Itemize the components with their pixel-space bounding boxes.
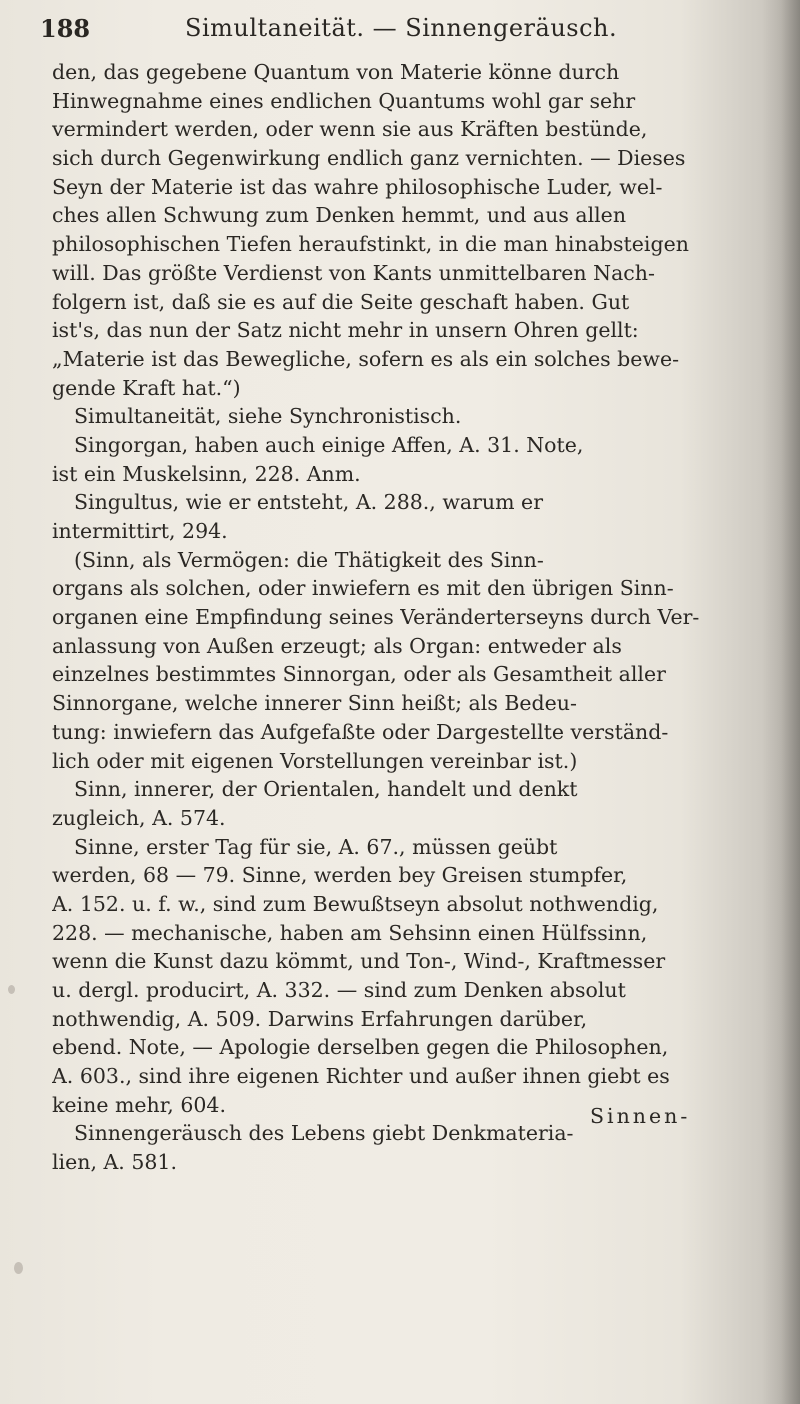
- text-line: anlassung von Außen erzeugt; als Organ: entweder als: [52, 633, 622, 658]
- text-line: nothwendig, A. 509. Darwins Erfahrungen darüber,: [52, 1006, 588, 1031]
- text-line: u. dergl. producirt, A. 332. — sind zum Denken absolut: [52, 978, 626, 1002]
- index-entry-singorgan: Singorgan, haben auch einige Affen, A. 31. Note,: [74, 432, 584, 457]
- text-line: ebend. Note, — Apologie derselben gegen die Philosophen,: [52, 1035, 669, 1060]
- text-line: philosophischen Tiefen heraufstinkt, in die man hinabsteigen: [52, 232, 689, 257]
- text-line: organen eine Empfindung seines Veränderterseyns durch Ver-: [52, 605, 700, 630]
- text-line: tung: inwiefern das Aufgefaßte oder Dargestellte verständ-: [52, 719, 669, 744]
- catchword: Sinnen-: [590, 1104, 691, 1128]
- index-entry-singultus: Singultus, wie er entsteht, A. 288., warum er: [74, 490, 543, 515]
- text-line: vermindert werden, oder wenn sie aus Kräften bestünde,: [52, 117, 648, 142]
- text-line: sich durch Gegenwirkung endlich ganz vernichten. — Dieses: [52, 146, 686, 171]
- page-number: 188: [40, 14, 91, 43]
- text-line: organs als solchen, oder inwiefern es mit den übrigen Sinn-: [52, 576, 674, 601]
- text-line: wenn die Kunst dazu kömmt, und Ton-, Wind-, Kraftmesser: [52, 949, 666, 974]
- text-line: lich oder mit eigenen Vorstellungen vereinbar ist.): [52, 748, 578, 773]
- page-header: [40, 14, 760, 48]
- index-entry-sinnengeraeusch: Sinnengeräusch des Lebens giebt Denkmateria-: [74, 1121, 574, 1146]
- page-body-text: [52, 58, 767, 1177]
- index-entry-sinn-vermoegen: (Sinn, als Vermögen: die Thätigkeit des Sinn-: [74, 547, 544, 572]
- text-line: A. 603., sind ihre eigenen Richter und außer ihnen giebt es: [52, 1064, 670, 1089]
- text-line: will. Das größte Verdienst von Kants unmittelbaren Nach-: [52, 260, 655, 285]
- text-line: Hinwegnahme eines endlichen Quantums wohl gar sehr: [52, 88, 636, 113]
- text-line: folgern ist, daß sie es auf die Seite geschaft haben. Gut: [52, 289, 630, 314]
- text-line: lien, A. 581.: [52, 1150, 177, 1175]
- text-line: den, das gegebene Quantum von Materie könne durch: [52, 60, 620, 84]
- running-title: Simultaneität. — Sinnengeräusch.: [185, 14, 618, 42]
- index-entry-sinn-innerer: Sinn, innerer, der Orientalen, handelt und denkt: [74, 777, 578, 802]
- paper-fleck: [14, 1262, 23, 1274]
- text-line: Sinnorgane, welche innerer Sinn heißt; als Bedeu-: [52, 691, 577, 716]
- text-line: 228. — mechanische, haben am Sehsinn einen Hülfssinn,: [52, 920, 648, 945]
- text-line: zugleich, A. 574.: [52, 805, 226, 830]
- paper-fleck: [8, 985, 15, 994]
- text-line: ist's, das nun der Satz nicht mehr in unsern Ohren gellt:: [52, 318, 639, 343]
- text-line: ist ein Muskelsinn, 228. Anm.: [52, 461, 361, 486]
- text-line: werden, 68 — 79. Sinne, werden bey Greisen stumpfer,: [52, 863, 628, 888]
- index-entry-sinne: Sinne, erster Tag für sie, A. 67., müssen geübt: [74, 834, 558, 859]
- text-line: ches allen Schwung zum Denken hemmt, und aus allen: [52, 203, 627, 228]
- index-entry-simultaneitaet: Simultaneität, siehe Synchronistisch.: [74, 404, 462, 429]
- page-edge-shadow: [762, 0, 800, 1404]
- text-line: A. 152. u. f. w., sind zum Bewußtseyn absolut nothwendig,: [52, 891, 659, 916]
- text-line: „Materie ist das Bewegliche, sofern es als ein solches bewe-: [52, 346, 680, 371]
- text-line: gende Kraft hat.“): [52, 375, 241, 400]
- text-line: Seyn der Materie ist das wahre philosophische Luder, wel-: [52, 174, 663, 199]
- text-line: intermittirt, 294.: [52, 519, 228, 543]
- text-line: keine mehr, 604.: [52, 1092, 226, 1117]
- text-line: einzelnes bestimmtes Sinnorgan, oder als Gesamtheit aller: [52, 662, 666, 687]
